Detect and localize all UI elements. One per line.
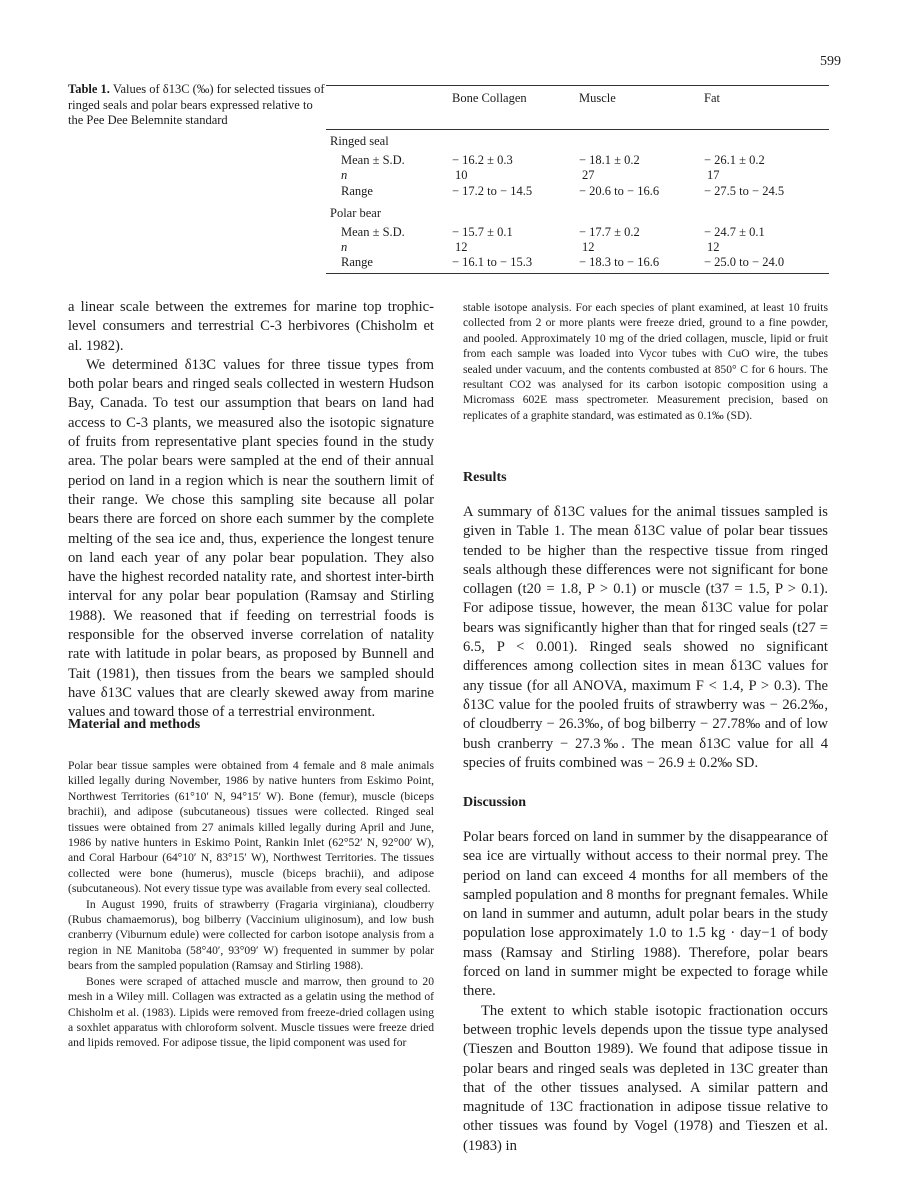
table-header-rule xyxy=(326,129,829,130)
intro-paragraph-2: We determined δ13C values for three tissue types from both polar bears and ringed seals collected in western Hudson Bay, Canada. To test our assumption that bears on land had access to C-3 plants, we measured also the isotopic signature of fruits from representative plant species found in the study area. The polar bears were sampled at the end of their annual period on land in a region which is near the southern limit of their range. We chose this sampling site because all polar bears there are forced on shore each summer by the complete melting of the sea ice and, thus, experience the longest tenure on land each year of any polar bear population. They also have the highest recorded natality rate, and shortest inter-birth interval for any polar bear population (Ramsay and Stirling 1988). We reasoned that if feeding on terrestrial foods is responsible for the observed inverse correlation of natality rate with latitude in polar bears, as proposed by Bunnell and Tait (1981), then tissues from the bears we sampled should have δ13C values that are clearly skewed away from marine values and toward those of a terrestrial environment. xyxy=(68,356,434,721)
results-heading: Results xyxy=(463,470,507,485)
table-row-label: n xyxy=(341,168,348,182)
table-header-bone-collagen: Bone Collagen xyxy=(452,91,527,105)
table-cell: − 15.7 ± 0.1 xyxy=(452,225,513,239)
table-row-label: n xyxy=(341,240,348,254)
table-caption-label: Table 1. xyxy=(68,82,110,96)
table-row-label: Mean ± S.D. xyxy=(341,225,405,239)
table-cell: 10 xyxy=(455,168,468,182)
table-cell: 12 xyxy=(582,240,595,254)
results-text xyxy=(463,503,828,773)
table-header-muscle: Muscle xyxy=(579,91,616,105)
methods-continued-paragraph: stable isotope analysis. For each species of plant examined, at least 10 fruits collected from 2 or more plants were freeze dried, ground to a fine powder, and pooled. Approximately 10 mg of the dried collagen, muscle, lipid or fruit from each sample was loaded into Vycor tubes with CuO wire, the tubes sealed under vacuum, and the contents combusted at 850° C for 6 hours. The resultant CO2 was analysed for its carbon isotopic composition using a Micromass 602E mass spectrometer. Measurement precision, based on replicates of a graphite standard, was estimated as 0.1‰ (SD). xyxy=(463,301,828,422)
table-bottom-rule xyxy=(326,273,829,274)
table-cell: 12 xyxy=(707,240,720,254)
discussion-paragraph-2: The extent to which stable isotopic fractionation occurs between trophic levels depends upon the tissue type analysed (Tieszen and Boutton 1989). We found that adipose tissue in polar bears and ringed seals was depleted in 13C greater than that of the other tissues analysed. A similar pattern and magnitude of 13C fractionation in adipose tissue relative to other tissues was found by Vogel (1978) and Tieszen et al. (1983) in xyxy=(463,1002,828,1154)
table-cell: − 24.7 ± 0.1 xyxy=(704,225,765,239)
methods-text xyxy=(68,758,434,1051)
methods-paragraph-3: Bones were scraped of attached muscle and marrow, then ground to 20 mesh in a Wiley mill. Collagen was extracted as a gelatin using the method of Chisholm et al. (1983). Lipids were removed from freeze-dried collagen using a soxhlet apparatus with chloroform solvent. Muscle tissues were freeze dried and lipids removed. For adipose tissue, the lipid component was used for xyxy=(68,974,434,1050)
table-cell: − 26.1 ± 0.2 xyxy=(704,153,765,167)
methods-paragraph-2: In August 1990, fruits of strawberry (Fragaria virginiana), cloudberry (Rubus chamaemorus), bog bilberry (Vaccinium uliginosum), and low bush cranberry (Viburnum edule) were collected for carbon isotope analysis from a region in NE Manitoba (58°40′, 93°09′ W) frequented in summer by polar bears from the sampled population (Ramsay and Stirling 1988). xyxy=(68,897,434,973)
table-caption-text: Values of δ13C (‰) for selected tissues of ringed seals and polar bears expressed relative to the Pee Dee Belemnite standard xyxy=(68,82,325,127)
table-cell: − 20.6 to − 16.6 xyxy=(579,184,660,198)
table-group-ringed-seal: Ringed seal xyxy=(330,134,389,148)
table-cell: − 17.7 ± 0.2 xyxy=(579,225,640,239)
table-cell: − 25.0 to − 24.0 xyxy=(704,255,785,269)
methods-continued xyxy=(463,300,828,423)
table-cell: − 18.1 ± 0.2 xyxy=(579,153,640,167)
table-cell: 12 xyxy=(455,240,468,254)
table-row-label: Mean ± S.D. xyxy=(341,153,405,167)
table-cell: − 16.1 to − 15.3 xyxy=(452,255,533,269)
table-cell: − 27.5 to − 24.5 xyxy=(704,184,785,198)
table-caption xyxy=(68,82,330,129)
table-cell: 27 xyxy=(582,168,595,182)
intro-paragraph-1: a linear scale between the extremes for marine top trophic-level consumers and terrestrial C-3 herbivores (Chisholm et al. 1982). xyxy=(68,299,434,354)
table-cell: − 16.2 ± 0.3 xyxy=(452,153,513,167)
table-row-label: Range xyxy=(341,184,373,198)
methods-paragraph-1: Polar bear tissue samples were obtained from 4 female and 8 male animals killed legally during November, 1986 by native hunters from Eskimo Point, Northwest Territories (61°10′ N, 94°15′ W). Bone (femur), muscle (biceps brachii), and adipose (subcutaneous) tissues were collected. Ringed seal tissues were obtained from 27 animals killed legally during April and June, 1986 by native hunters in Eskimo Point, Rankin Inlet (62°52′ N, 92°00′ W), and Coral Harbour (64°10′ N, 83°15′ W), Northwest Territories. The tissues collected were bone (humerus), muscle (biceps brachii), and adipose (subcutaneous). Not every tissue type was available from every seal collected. xyxy=(68,759,434,896)
table-group-polar-bear: Polar bear xyxy=(330,206,382,220)
discussion-paragraph-1: Polar bears forced on land in summer by the disappearance of sea ice are virtually without access to their normal prey. The period on land can exceed 4 months for all members of the sampled population and 8 months for pregnant females. While on land in summer and autumn, adult polar bears in the study population lose approximately 1.0 to 1.5 kg · day−1 of body mass (Ramsay and Stirling 1988). Therefore, polar bears forced on land in summer might be expected to forage while there. xyxy=(463,829,828,1000)
table-cell: − 17.2 to − 14.5 xyxy=(452,184,533,198)
table-row-label: Range xyxy=(341,255,373,269)
intro-text xyxy=(68,298,434,723)
table-cell: 17 xyxy=(707,168,720,182)
page-number: 599 xyxy=(820,54,841,69)
table-cell: − 18.3 to − 16.6 xyxy=(579,255,660,269)
table-header-fat: Fat xyxy=(704,91,720,105)
discussion-heading: Discussion xyxy=(463,795,527,810)
results-paragraph-1: A summary of δ13C values for the animal tissues sampled is given in Table 1. The mean δ13C value of polar bear tissues tended to be higher than the respective tissue from ringed seals although these differences were not significant for bone collagen (t20 = 1.8, P > 0.1) or muscle (t37 = 1.5, P > 0.1). For adipose tissue, however, the mean δ13C value for polar bears was significantly higher than that for ringed seals (t27 = 6.5, P < 0.001). Ringed seals showed no significant differences among collection sites in mean δ13C values for any tissue (for all ANOVA, maximum F < 1.4, P > 0.3). The δ13C value for the pooled fruits of strawberry was − 26.2‰, of cloudberry − 26.3‰, of bog bilberry − 27.78‰ and of low bush cranberry − 27.3‰. The mean δ13C value for all 4 species of fruits combined was − 26.9 ± 0.2‰ SD. xyxy=(463,504,828,771)
table-top-rule xyxy=(326,85,829,86)
discussion-text xyxy=(463,828,828,1156)
methods-heading: Material and methods xyxy=(68,717,201,732)
